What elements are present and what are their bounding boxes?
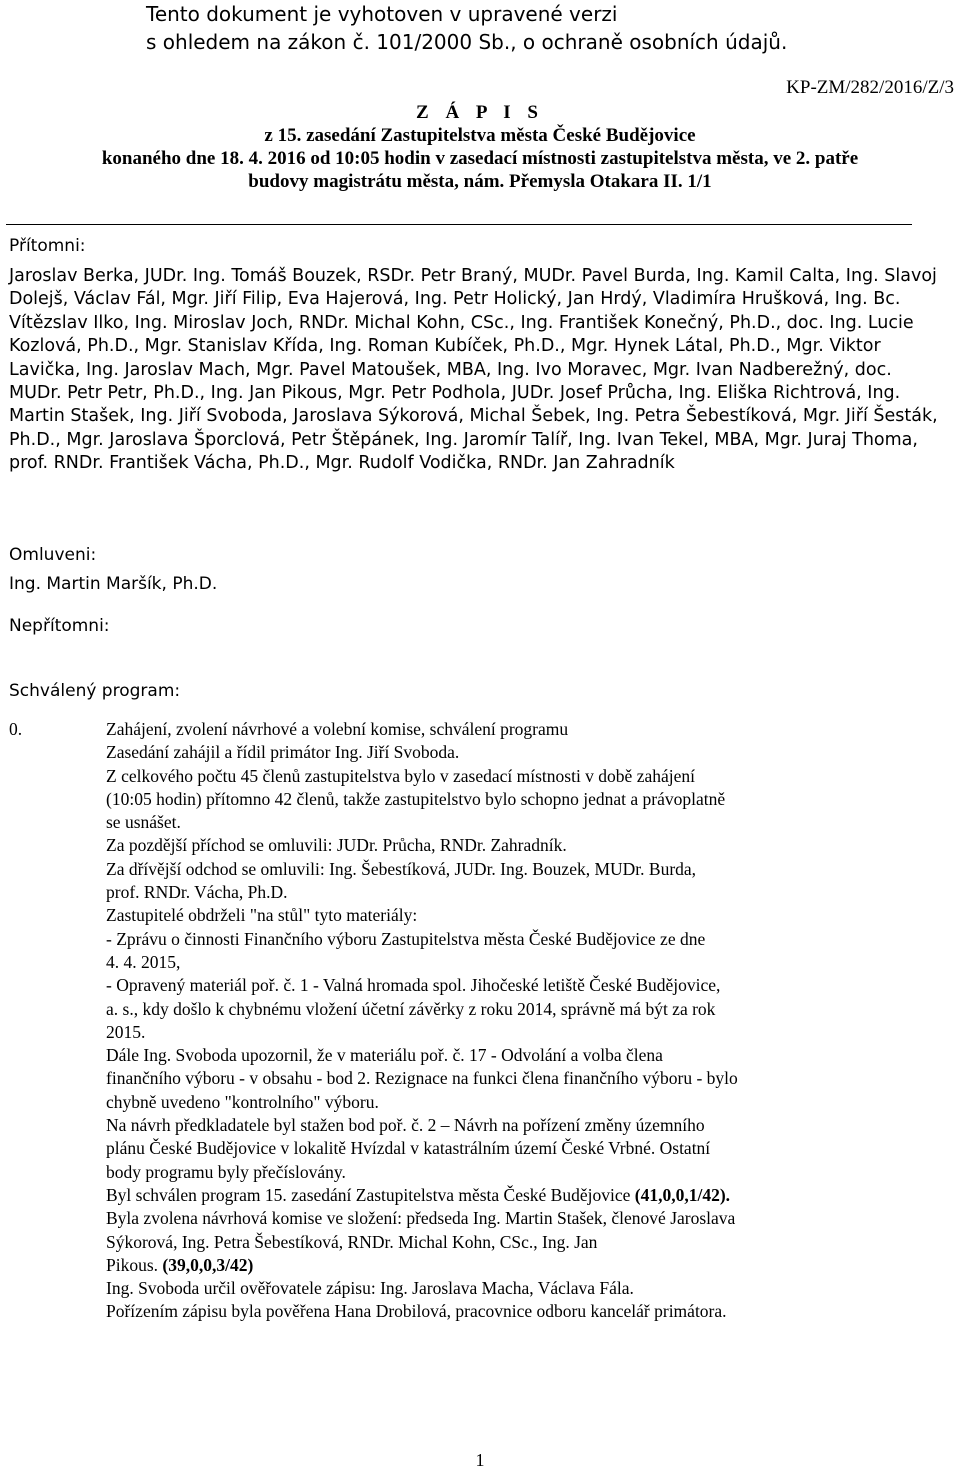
present-list: Jaroslav Berka, JUDr. Ing. Tomáš Bouzek, RSDr. Petr Braný, MUDr. Pavel Burda, Ing. Kamil Calta, Ing. Slavoj Dolejš, Václav Fál, Mgr. Jiří Filip, Eva Hajerová, Ing. Petr Holický, Jan Hrdý, Vladimíra Hrušková, Ing. Bc. Vítězslav Ilko, Ing. Miroslav Joch, RNDr. Michal Kohn, CSc., Ing. František Konečný, Ph.D., doc. Ing. Lucie Kozlová, Ph.D., Mgr. Stanislav Křída, Ing. Roman Kubíček, Ph.D., Mgr. Hynek Látal, Ph.D., Mgr. Viktor Lavička, Ing. Jaroslav Mach, Mgr. Pavel Matoušek, MBA, Ing. Ivo Moravec, Mgr. Ivan Nadberežný, doc. MUDr. Petr Petr, Ph.D., Ing. Jan Pikous, Mgr. Petr Podhola, JUDr. Josef Průcha, Ing. Eliška Richtrová, Ing. Martin Stašek, Ing. Jiří Svoboda, Jaroslava Sýkorová, Michal Šebek, Ing. Petra Šebestíková, Mgr. Jiří Šesták, Ph.D., Mgr. Jaroslava Šporclová, Petr Štěpánek, Ing. Jaromír Talíř, Ing. Ivan Tekel, MBA, Mgr. Juraj Thoma, prof. RNDr. František Vácha, Ph.D., Mgr. Rudolf Vodička, RNDr. Jan Zahradník	[9, 266, 938, 474]
notice-line-2: s ohledem na zákon č. 101/2000 Sb., o ochraně osobních údajů.	[146, 30, 788, 54]
heading-divider	[6, 224, 912, 225]
body-line: Byl schválen program 15. zasedání Zastupitelstva města České Budějovice	[106, 1184, 635, 1205]
body-line: plánu České Budějovice v lokalitě Hvízdal v katastrálním území České Vrbné. Ostatní	[106, 1138, 711, 1159]
body-line: Ing. Svoboda určil ověřovatele zápisu: Ing. Jaroslava Macha, Václava Fála.	[106, 1278, 634, 1299]
program-approval-line	[106, 1184, 946, 1207]
body-line: 2015.	[106, 1021, 146, 1042]
body-line: Zasedání zahájil a řídil primátor Ing. Jiří Svoboda.	[106, 742, 460, 763]
body-line: - Zprávu o činnosti Finančního výboru Zastupitelstva města České Budějovice ze dne	[106, 928, 706, 949]
body-line: Dále Ing. Svoboda upozornil, že v materiálu poř. č. 17 - Odvolání a volba člena	[106, 1045, 663, 1066]
body-line: Pořízením zápisu byla pověřena Hana Drobilová, pracovnice odboru kancelář primátora.	[106, 1301, 727, 1322]
body-line: a. s., kdy došlo k chybnému vložení účetní závěrky z roku 2014, správně má být za rok	[106, 998, 716, 1019]
heading-line-3: budovy magistrátu města, nám. Přemysla Otakara II. 1/1	[248, 171, 712, 192]
body-line: Byla zvolena návrhová komise ve složení: předseda Ing. Martin Stašek, členové Jaroslava	[106, 1208, 736, 1229]
agenda-item-body	[106, 718, 946, 1324]
excused-label: Omluveni:	[9, 545, 97, 565]
document-heading	[0, 101, 960, 193]
commission-vote-line	[106, 1254, 946, 1277]
body-line: se usnášet.	[106, 812, 181, 833]
body-line: Pikous.	[106, 1254, 163, 1275]
excused-list: Ing. Martin Maršík, Ph.D.	[9, 574, 218, 594]
body-line: - Opravený materiál poř. č. 1 - Valná hromada spol. Jihočeské letiště České Budějovice,	[106, 975, 721, 996]
body-line: Na návrh předkladatele byl stažen bod poř. č. 2 – Návrh na pořízení změny územního	[106, 1115, 705, 1136]
body-line: Za pozdější příchod se omluvili: JUDr. Průcha, RNDr. Zahradník.	[106, 835, 567, 856]
program-label: Schválený program:	[9, 681, 181, 701]
body-line: 4. 4. 2015,	[106, 951, 181, 972]
body-line: Za dřívější odchod se omluvili: Ing. Šebestíková, JUDr. Ing. Bouzek, MUDr. Burda,	[106, 858, 697, 879]
absent-label: Nepřítomni:	[9, 616, 110, 636]
body-line: (10:05 hodin) přítomno 42 členů, takže zastupitelstvo bylo schopno jednat a právoplatně	[106, 788, 726, 809]
body-line: Zastupitelé obdrželi "na stůl" tyto materiály:	[106, 905, 418, 926]
heading-line-2: konaného dne 18. 4. 2016 od 10:05 hodin v zasedací místnosti zastupitelstva města, ve 2. patře	[101, 148, 859, 169]
heading-line-1: z 15. zasedání Zastupitelstva města České Budějovice	[264, 125, 696, 146]
document-reference: KP-ZM/282/2016/Z/3	[786, 77, 954, 98]
present-label: Přítomni:	[9, 236, 86, 256]
body-line: Z celkového počtu 45 členů zastupitelstva bylo v zasedací místnosti v době zahájení	[106, 765, 695, 786]
commission-vote-result: (39,0,0,3/42)	[162, 1254, 254, 1275]
body-line: prof. RNDr. Vácha, Ph.D.	[106, 882, 288, 903]
page-number: 1	[475, 1450, 485, 1470]
program-vote-result: (41,0,0,1/42).	[634, 1184, 731, 1205]
body-line: body programu byly přečíslovány.	[106, 1161, 346, 1182]
document-title: Z Á P I S	[416, 102, 544, 123]
agenda-item-title: Zahájení, zvolení návrhové a volební komise, schválení programu	[106, 719, 569, 739]
body-line: finančního výboru - v obsahu - bod 2. Rezignace na funkci člena finančního výboru - bylo	[106, 1068, 738, 1089]
body-line: chybně uvedeno "kontrolního" výboru.	[106, 1091, 379, 1112]
body-line: Sýkorová, Ing. Petra Šebestíková, RNDr. Michal Kohn, CSc., Ing. Jan	[106, 1231, 598, 1252]
notice-line-1: Tento dokument je vyhotoven v upravené verzi	[146, 2, 618, 26]
anonymization-notice	[0, 0, 960, 56]
agenda-item-number: 0.	[9, 719, 23, 739]
